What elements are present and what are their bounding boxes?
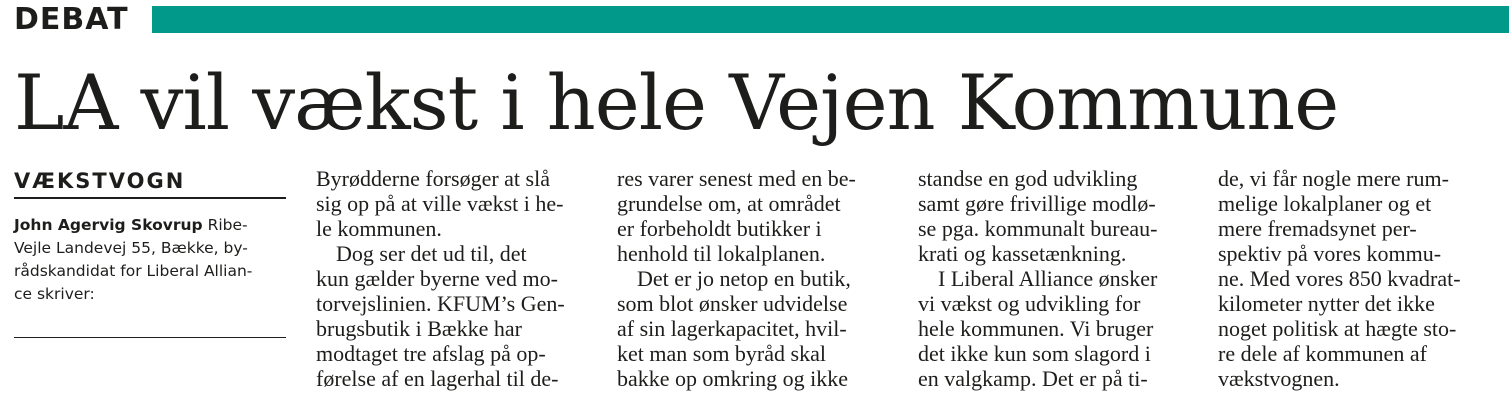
kicker-divider	[14, 197, 286, 199]
text-line: som blot ønsker udvidelse	[617, 291, 848, 316]
text-line: førelse af en lagerhal til de-	[316, 366, 559, 391]
text-line: re dele af kommunen af	[1218, 341, 1427, 366]
text-line: se pga. kommunalt bureau-	[918, 216, 1158, 241]
byline-line	[14, 214, 286, 237]
text-line: spektiv på vores kommu-	[1218, 241, 1442, 266]
headline: LA vil vækst i hele Vejen Kommune	[14, 58, 1339, 147]
text-line: henhold til lokalplanen.	[617, 241, 826, 266]
article-column-1	[316, 166, 565, 391]
byline-text: ce skriver:	[14, 285, 95, 303]
text-line: er forbeholdt butikker i	[617, 216, 822, 241]
text-line: kilometer nytter det ikke	[1218, 291, 1435, 316]
text-line: noget politisk at hægte sto-	[1218, 316, 1457, 341]
article-column-2	[617, 166, 856, 391]
text-line: standse en god udvikling	[918, 166, 1138, 191]
text-line: det ikke kun som slagord i	[918, 341, 1151, 366]
text-line: sig op på at ville vækst i he-	[316, 191, 564, 216]
text-line: kun gælder byerne ved mo-	[316, 266, 558, 291]
text-line: krati og kassetænkning.	[918, 241, 1127, 266]
byline-text: rådskandidat for Liberal Allian-	[14, 262, 253, 280]
text-line: res varer senest med en be-	[617, 166, 856, 191]
text-line: mere fremadsynet per-	[1218, 216, 1417, 241]
text-line: de, vi får nogle mere rum-	[1218, 166, 1449, 191]
text-line: af sin lagerkapacitet, hvil-	[617, 316, 847, 341]
text-line: ne. Med vores 850 kvadrat-	[1218, 266, 1461, 291]
text-line: Det er jo netop en butik,	[637, 266, 851, 291]
section-color-bar	[152, 6, 1509, 33]
text-line: vi vækst og udvikling for	[918, 291, 1141, 316]
text-line: Dog ser det ud til, det	[336, 241, 527, 266]
text-line: hele kommunen. Vi bruger	[918, 316, 1154, 341]
byline-text: Vejle Landevej 55, Bække, by-	[14, 239, 248, 257]
text-line: brugsbutik i Bække har	[316, 316, 522, 341]
text-line: Byrødderne forsøger at slå	[316, 166, 550, 191]
text-line: I Liberal Alliance ønsker	[938, 266, 1158, 291]
author-name: John Agervig Skovrup	[14, 216, 203, 234]
byline	[14, 214, 286, 306]
text-line: samt gøre frivillige modlø-	[918, 191, 1156, 216]
text-line: le kommunen.	[316, 216, 442, 241]
text-line: bakke op omkring og ikke	[617, 366, 848, 391]
text-line: en valgkamp. Det er på ti-	[918, 366, 1148, 391]
text-line: grundelse om, at området	[617, 191, 841, 216]
text-line: modtaget tre afslag på op-	[316, 341, 546, 366]
text-line: torvejslinien. KFUM’s Gen-	[316, 291, 565, 316]
text-line: vækstvognen.	[1218, 366, 1340, 391]
byline-text: Ribe-	[207, 216, 248, 234]
section-label: DEBAT	[14, 2, 129, 37]
article-column-4	[1218, 166, 1461, 391]
text-line: melige lokalplaner og et	[1218, 191, 1432, 216]
kicker: VÆKSTVOGN	[14, 169, 186, 193]
text-line: ket man som byråd skal	[617, 341, 826, 366]
byline-divider	[14, 337, 286, 338]
article-column-3	[918, 166, 1158, 391]
